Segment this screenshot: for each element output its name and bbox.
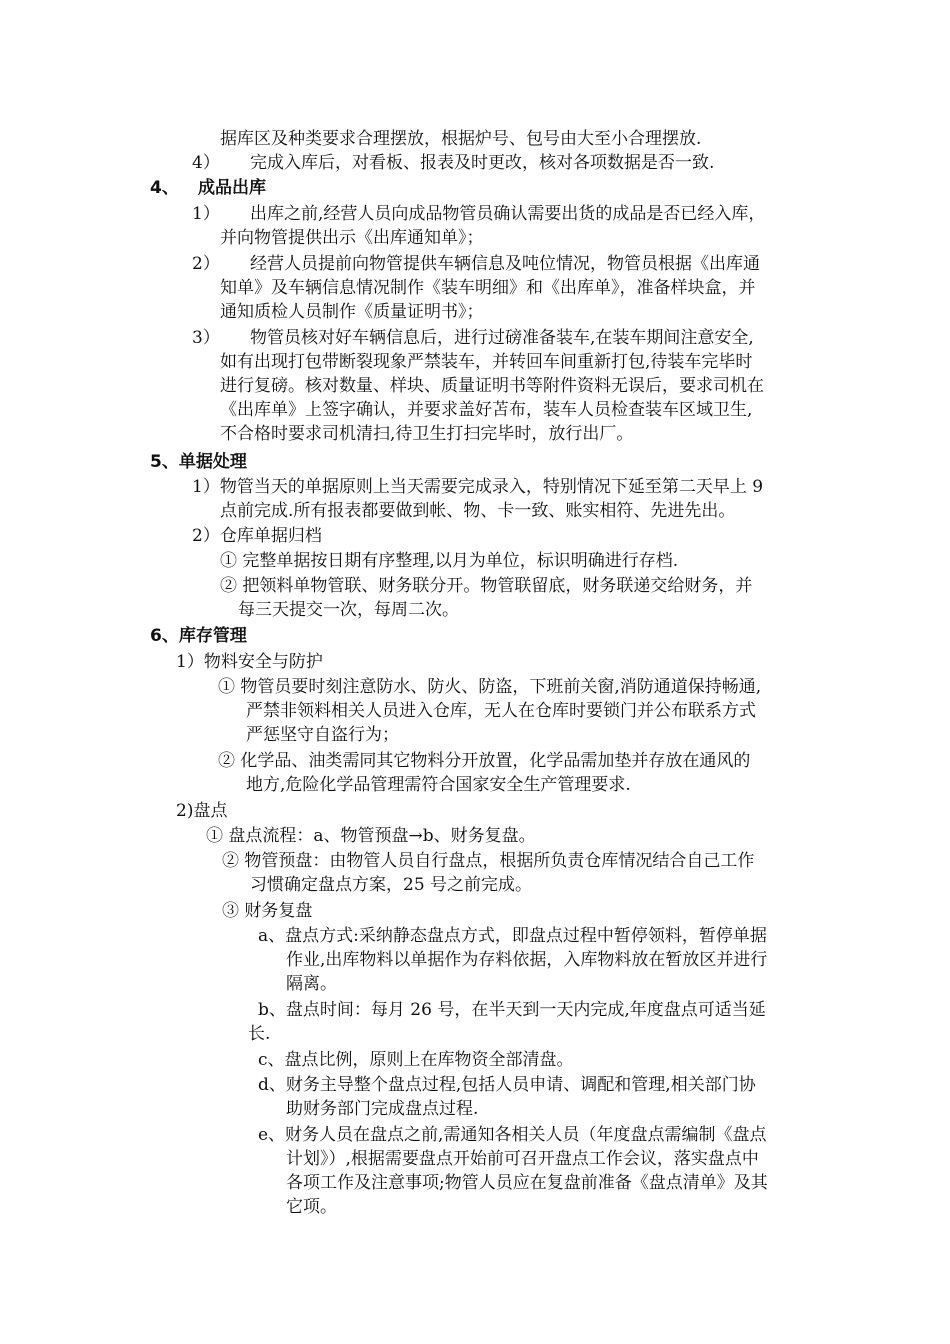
list-text-continuation: 它项。 xyxy=(286,1197,337,1217)
sub-sub-list-item: a、盘点方式:采纳静态盘点方式，即盘点过程中暂停领料，暂停单据 xyxy=(258,926,767,946)
list-number: 2） xyxy=(192,254,220,274)
list-item xyxy=(192,202,765,226)
list-text-continuation: 隔离。 xyxy=(286,974,337,994)
list-text: 出库之前,经营人员向成品物管员确认需要出货的成品是否已经入库， xyxy=(250,204,766,224)
list-item xyxy=(192,151,714,175)
list-text-continuation: 计划》）,根据需要盘点开始前可召开盘点工作会议，落实盘点中 xyxy=(286,1149,759,1169)
list-text-continuation: 助财务部门完成盘点过程. xyxy=(286,1099,479,1119)
sub-sub-list-item: c、盘点比例，原则上在库物资全部清盘。 xyxy=(258,1050,574,1070)
list-number: 4） xyxy=(192,153,220,173)
list-text-continuation: 每三天提交一次，每周二次。 xyxy=(238,600,459,620)
list-text-continuation: 地方,危险化学品管理需符合国家安全生产管理要求. xyxy=(246,775,631,795)
list-text-continuation: 严禁非领料相关人员进入仓库，无人在仓库时要锁门并公布联系方式 xyxy=(246,701,756,721)
list-text-continuation: 作业,出库物料以单据作为存料依据，入库物料放在暂放区并进行 xyxy=(286,950,768,970)
list-text: 物管员核对好车辆信息后，进行过磅准备装车,在装车期间注意安全, xyxy=(250,328,754,348)
list-text: 完成入库后，对看板、报表及时更改，核对各项数据是否一致. xyxy=(250,153,715,173)
sub-list-item: ③ 财务复盘 xyxy=(222,901,313,921)
paragraph-line: 据库区及种类要求合理摆放，根据炉号、包号由大至小合理摆放. xyxy=(220,129,702,149)
list-text-continuation: 长. xyxy=(248,1024,271,1044)
list-number: 3） xyxy=(192,328,220,348)
section-number: 4、 xyxy=(150,178,179,198)
sub-list-item: ② 化学品、油类需同其它物料分开放置，化学品需加垫并存放在通风的 xyxy=(218,751,751,771)
list-text: 经营人员提前向物管提供车辆信息及吨位情况，物管员根据《出库通 xyxy=(250,254,760,274)
section-title: 成品出库 xyxy=(198,178,266,198)
list-text-continuation: 如有出现打包带断裂现象严禁装车，并转回车间重新打包,待装车完毕时 xyxy=(220,352,753,372)
list-item: 1）物管当天的单据原则上当天需要完成录入，特别情况下延至第二天早上 9 xyxy=(192,477,764,497)
section-heading: 5、单据处理 xyxy=(150,452,247,472)
sub-list-item: ① 盘点流程：a、物管预盘→b、财务复盘。 xyxy=(206,826,536,846)
list-item: 2)盘点 xyxy=(176,801,228,821)
list-text-continuation: 各项工作及注意事项;物管人员应在复盘前准备《盘点清单》及其 xyxy=(286,1173,768,1193)
list-number: 1） xyxy=(192,204,220,224)
list-text-continuation: 点前完成.所有报表都要做到帐、物、卡一致、账实相符、先进先出。 xyxy=(220,501,736,521)
list-text-continuation: 并向物管提供出示《出库通知单》； xyxy=(220,228,484,248)
list-item xyxy=(192,326,754,350)
sub-list-item: ② 物管预盘：由物管人员自行盘点，根据所负责仓库情况结合自己工作 xyxy=(222,851,755,871)
list-text-continuation: 知单》及车辆信息情况制作《装车明细》和《出库单》，准备样块盒，并 xyxy=(220,278,756,298)
list-item xyxy=(192,252,760,276)
section-heading: 6、库存管理 xyxy=(150,626,247,646)
sub-list-item: ① 物管员要时刻注意防水、防火、防盗，下班前关窗,消防通道保持畅通, xyxy=(218,677,762,697)
list-text-continuation: 不合格时要求司机清扫,待卫生打扫完毕时，放行出厂。 xyxy=(220,424,634,444)
list-text-continuation: 习惯确定盘点方案，25 号之前完成。 xyxy=(250,875,533,895)
sub-sub-list-item: e、财务人员在盘点之前,需通知各相关人员（年度盘点需编制《盘点 xyxy=(258,1125,767,1145)
sub-list-item: ① 完整单据按日期有序整理,以月为单位，标识明确进行存档. xyxy=(220,551,679,571)
list-item: 1）物料安全与防护 xyxy=(176,652,323,672)
section-heading xyxy=(150,176,266,200)
sub-sub-list-item: d、财务主导整个盘点过程,包括人员申请、调配和管理,相关部门协 xyxy=(258,1075,756,1095)
list-text-continuation: 通知质检人员制作《质量证明书》； xyxy=(220,302,484,322)
sub-sub-list-item: b、盘点时间：每月 26 号，在半天到一天内完成,年度盘点可适当延 xyxy=(258,1000,766,1020)
list-text-continuation: 《出库单》上签字确认，并要求盖好苫布，装车人员检查装车区域卫生, xyxy=(220,400,753,420)
sub-list-item: ② 把领料单物管联、财务联分开。物管联留底，财务联递交给财务，并 xyxy=(220,576,753,596)
list-item: 2）仓库单据归档 xyxy=(192,526,322,546)
list-text-continuation: 进行复磅。核对数量、样块、质量证明书等附件资料无误后，要求司机在 xyxy=(220,376,764,396)
list-text-continuation: 严惩坚守自盗行为； xyxy=(246,725,399,745)
